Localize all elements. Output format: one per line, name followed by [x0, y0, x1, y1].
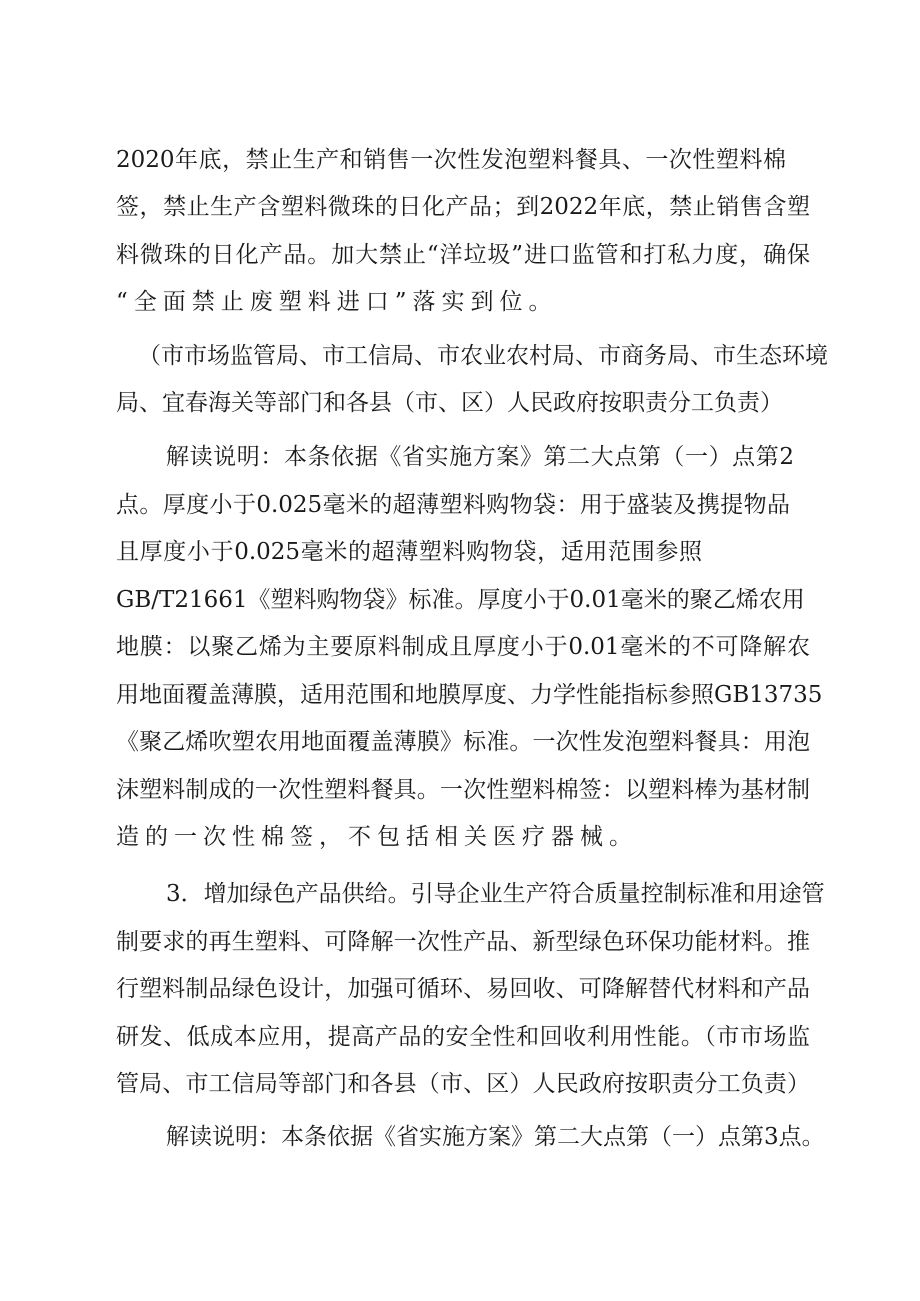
body-text-line: 2020年底，禁止生产和销售一次性发泡塑料餐具、一次性塑料棉 — [116, 147, 786, 173]
interpretation-text-line: 且厚度小于0.025毫米的超薄塑料购物袋，适用范围参照 — [116, 539, 702, 565]
responsibility-text-line: （市市场监管局、市工信局、市农业农村局、市商务局、市生态环境 — [138, 343, 828, 369]
interpretation-text-line: 用地面覆盖薄膜，适用范围和地膜厚度、力学性能指标参照GB13735 — [116, 682, 823, 708]
section-text-line: 行塑料制品绿色设计，加强可循环、易回收、可降解替代材料和产品 — [116, 976, 810, 1002]
interpretation-text-line: 沫塑料制成的一次性塑料餐具。一次性塑料棉签：以塑料棒为基材制 — [116, 777, 810, 803]
interpretation-text-line: 点。厚度小于0.025毫米的超薄塑料购物袋：用于盛装及携提物品 — [116, 492, 790, 518]
interpretation-text-line: 地膜：以聚乙烯为主要原料制成且厚度小于0.01毫米的不可降解农 — [116, 634, 810, 660]
interpretation-text-line: 解读说明：本条依据《省实施方案》第二大点第（一）点第2 — [166, 444, 794, 470]
body-text-line: “全面禁止废塑料进口”落实到位。 — [116, 289, 558, 315]
body-text-line: 料微珠的日化产品。加大禁止“洋垃圾”进口监管和打私力度，确保 — [116, 242, 810, 268]
section-text-line: 3．增加绿色产品供给。引导企业生产符合质量控制标准和用途管 — [166, 881, 825, 907]
section-text-line: 研发、低成本应用，提高产品的安全性和回收利用性能。（市市场监 — [116, 1024, 810, 1050]
section-text-line: 制要求的再生塑料、可降解一次性产品、新型绿色环保功能材料。推 — [116, 929, 810, 955]
section-text-line: 管局、市工信局等部门和各县（市、区）人民政府按职责分工负责） — [116, 1071, 810, 1097]
body-text-line: 签，禁止生产含塑料微珠的日化产品；到2022年底，禁止销售含塑 — [116, 194, 810, 220]
responsibility-text-line: 局、宜春海关等部门和各县（市、区）人民政府按职责分工负责） — [116, 390, 783, 416]
interpretation-text-line: GB/T21661《塑料购物袋》标准。厚度小于0.01毫米的聚乙烯农用 — [116, 587, 805, 613]
interpretation-text-line: 解读说明：本条依据《省实施方案》第二大点第（一）点第3点。 — [166, 1124, 825, 1150]
interpretation-text-line: 造的一次性棉签，不包括相关医疗器械。 — [116, 824, 638, 850]
interpretation-text-line: 《聚乙烯吹塑农用地面覆盖薄膜》标准。一次性发泡塑料餐具：用泡 — [116, 729, 810, 755]
